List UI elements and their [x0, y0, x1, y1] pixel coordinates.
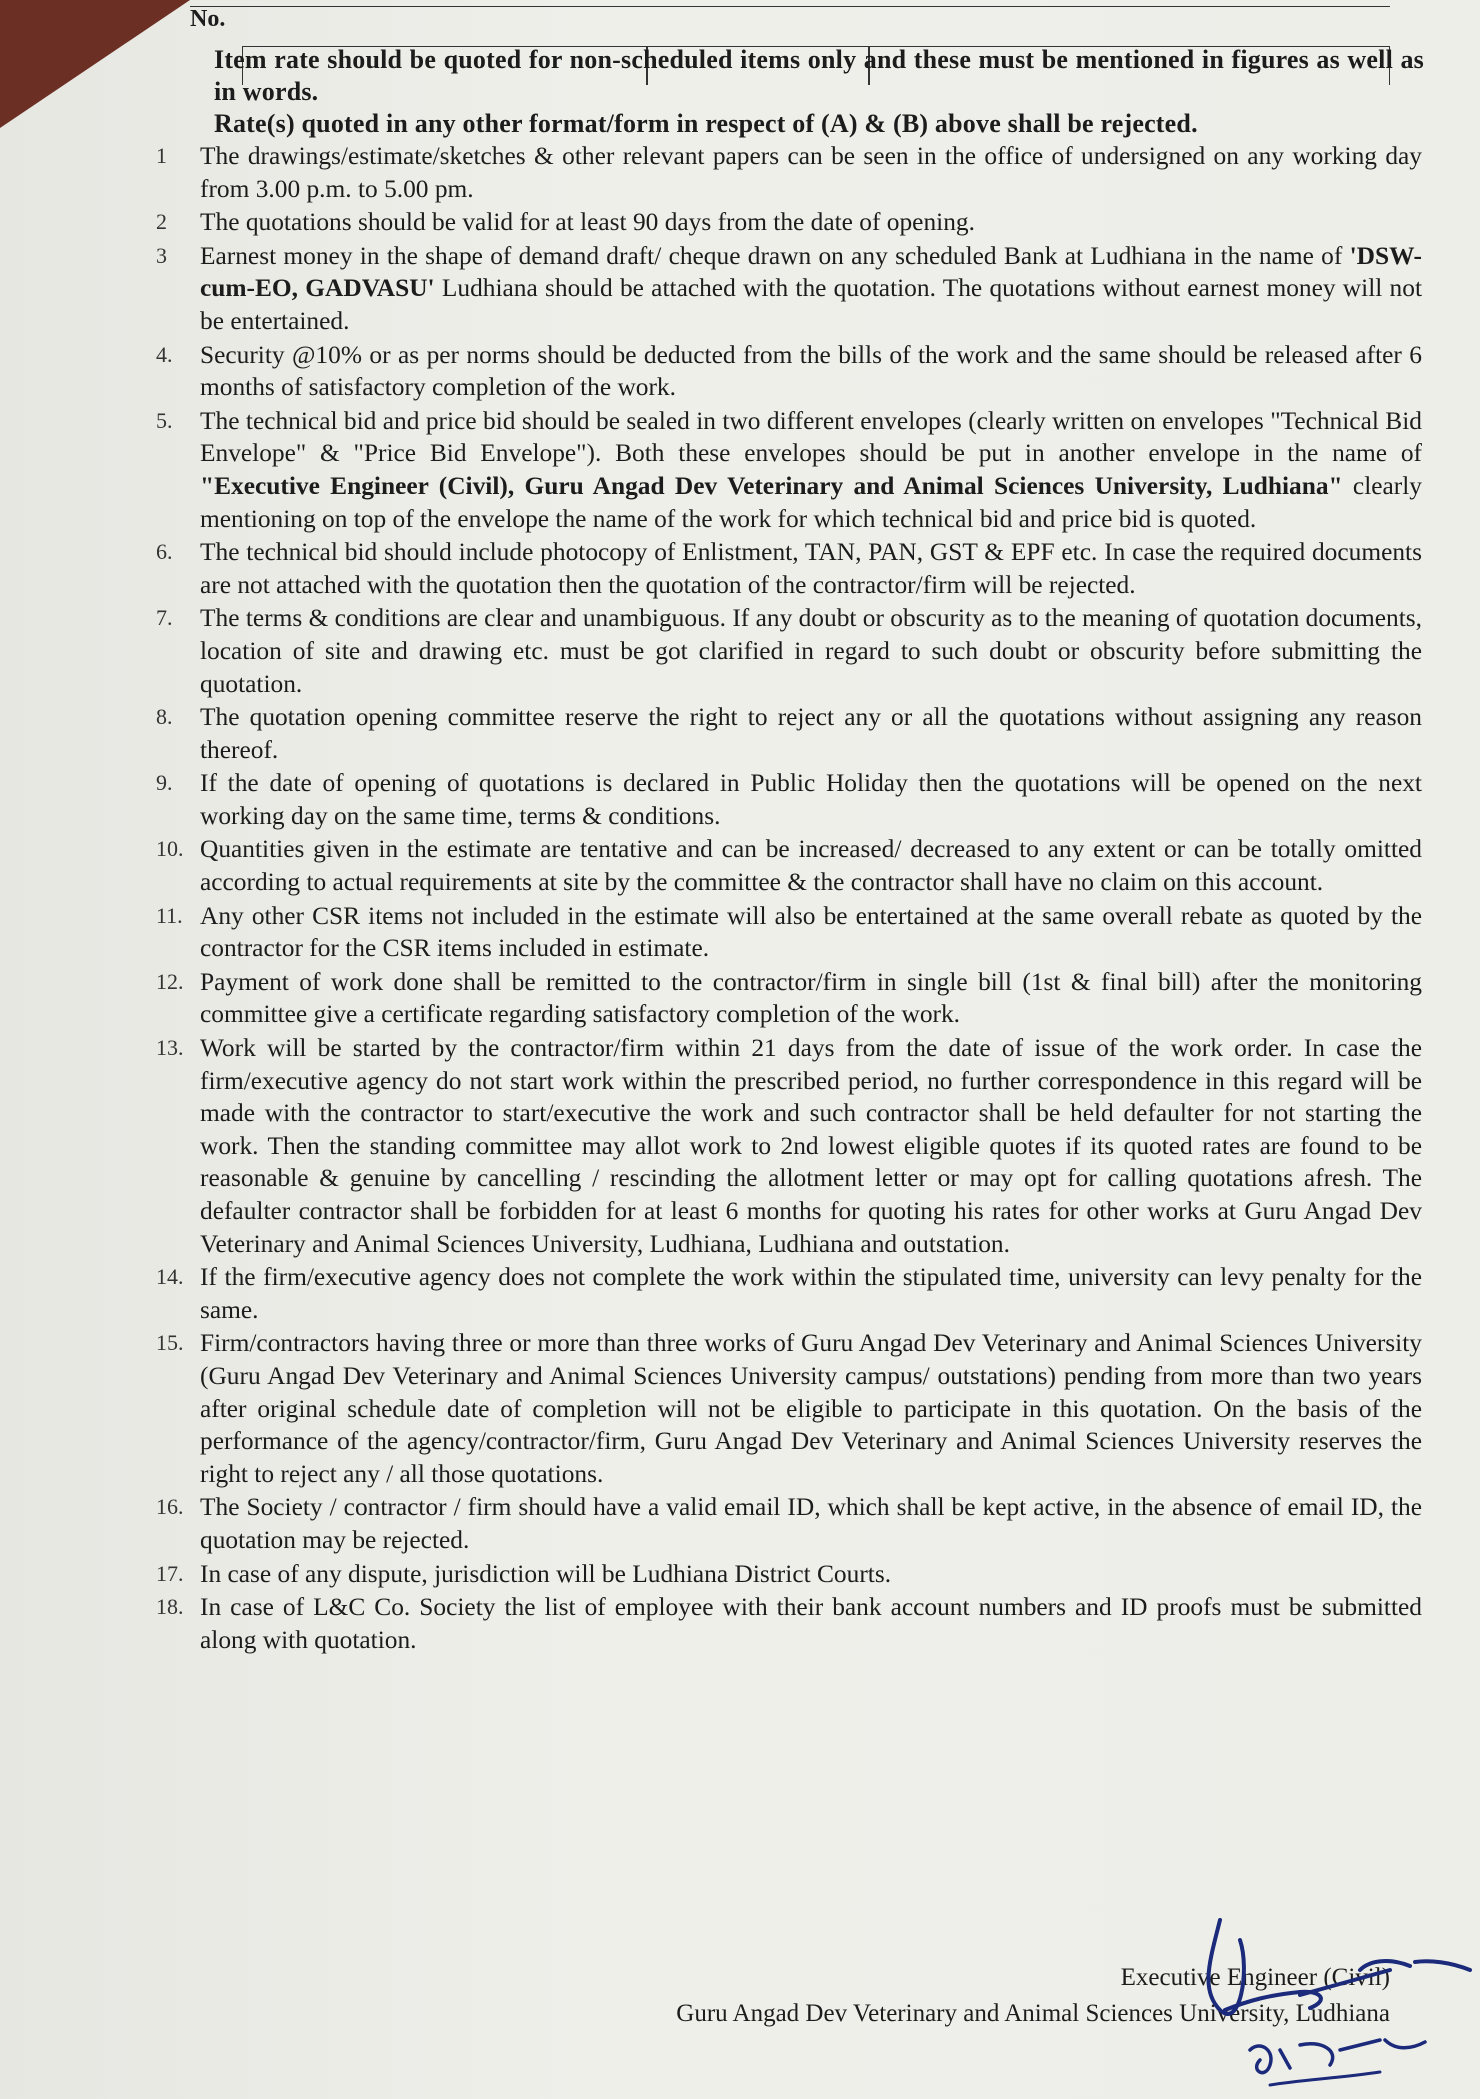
term-text: Payment of work done shall be remitted to the contractor/firm in single bill (1st & final bill) after the monitoring committee give a certificate regarding satisfactory completion of the work. [200, 967, 1422, 1029]
term-item [150, 536, 1422, 601]
term-number: 14. [156, 1264, 184, 1290]
term-number: 2 [156, 209, 167, 235]
rate-instructions [214, 44, 1424, 140]
term-item [150, 1591, 1422, 1656]
term-text-part: The technical bid and price bid should be sealed in two different envelopes (clearly written on envelopes "Technical Bid Envelope" & "Price Bid Envelope"). Both these envelopes should be put in another envelope in the name of [200, 406, 1422, 468]
term-number: 12. [156, 968, 184, 994]
term-number: 5. [156, 407, 173, 433]
term-text: Work will be started by the contractor/firm within 21 days from the date of issue of the work order. In case the firm/executive agency do not start work within the prescribed period, no further correspondence in this regard will be made with the contractor to start/executive the work and such contractor shall be held defaulter for not starting the work. Then the standing committee may allot work to 2nd lowest eligible quotes if its quoted rates are found to be reasonable & genuine by cancelling / rescinding the allotment letter or may opt for calling quotations afresh. The defaulter contractor shall be forbidden for at least 6 months for quoting his rates for other works at Guru Angad Dev Veterinary and Animal Sciences University, Ludhiana, Ludhiana and outstation. [200, 1034, 1422, 1258]
term-text-part: Ludhiana should be attached with the quotation. The quotations without earnest money will not be entertained. [200, 274, 1423, 335]
term-text-part: Earnest money in the shape of demand draft/ cheque drawn on any scheduled Bank at Ludhiana in the name of [200, 241, 1350, 270]
signatory-organization: Guru Angad Dev Veterinary and Animal Sciences University, Ludhiana [676, 2000, 1390, 2027]
signatory-designation: Executive Engineer (Civil) [1120, 1964, 1390, 1991]
term-item [150, 405, 1422, 535]
term-text: Firm/contractors having three or more than three works of Guru Angad Dev Veterinary and Animal Sciences University (Guru Angad Dev Veterinary and Animal Sciences University campus/ outstations) pending from more than two years after original schedule date of completion will not be eligible to participate in this quotation. On the basis of the performance of the agency/contractor/firm, Guru Angad Dev Veterinary and Animal Sciences University reserves the right to reject any / all those quotations. [200, 1329, 1422, 1488]
table-top-line [190, 6, 1390, 7]
term-number: 4. [156, 341, 173, 367]
term-item [150, 701, 1422, 766]
term-text: The quotation opening committee reserve the right to reject any or all the quotations without assigning any reason thereof. [200, 703, 1422, 764]
term-item [150, 1491, 1422, 1556]
term-item [150, 339, 1422, 404]
term-text: The drawings/estimate/sketches & other relevant papers can be seen in the office of undersigned on any working day from 3.00 p.m. to 5.00 pm. [200, 142, 1422, 203]
term-item [150, 767, 1422, 832]
term-item [150, 1261, 1422, 1326]
term-item [150, 1032, 1422, 1260]
rate-instruction-line: Item rate should be quoted for non-scheduled items only and these must be mentioned in figures as well as in words. [214, 45, 1424, 106]
term-text-bold: 'DSW-cum-EO, GADVASU' [200, 241, 1422, 303]
term-number: 18. [156, 1594, 184, 1620]
terms-list [150, 140, 1422, 1657]
term-text-part: clearly mentioning on top of the envelope the name of the work for which technical bid and price bid is quoted. [200, 471, 1422, 533]
term-text: The quotations should be valid for at least 90 days from the date of opening. [200, 208, 975, 237]
term-text: In case of any dispute, jurisdiction will be Ludhiana District Courts. [200, 1559, 892, 1588]
term-number: 15. [156, 1330, 184, 1356]
term-item [150, 1327, 1422, 1490]
term-item [150, 833, 1422, 898]
term-item [150, 206, 1422, 239]
term-number: 10. [156, 836, 184, 862]
term-number: 3 [156, 242, 167, 268]
term-text [200, 240, 1422, 338]
term-number: 16. [156, 1494, 184, 1520]
term-text: The technical bid should include photocopy of Enlistment, TAN, PAN, GST & EPF etc. In case the required documents are not attached with the quotation then the quotation of the contractor/firm will be rejected. [200, 538, 1422, 599]
term-number: 17. [156, 1560, 184, 1586]
term-text: Any other CSR items not included in the estimate will also be entertained at the same overall rebate as quoted by the contractor for the CSR items included in estimate. [200, 901, 1422, 963]
term-item [150, 240, 1422, 338]
term-item [150, 602, 1422, 700]
term-number: 11. [156, 902, 183, 928]
rate-rejection-line: Rate(s) quoted in any other format/form in respect of (A) & (B) above shall be rejected. [214, 109, 1198, 138]
term-item [150, 900, 1422, 965]
term-item [150, 966, 1422, 1031]
term-text: In case of L&C Co. Society the list of employee with their bank account numbers and ID proofs must be submitted along with quotation. [200, 1593, 1422, 1654]
term-text: Security @10% or as per norms should be deducted from the bills of the work and the same should be released after 6 months of satisfactory completion of the work. [200, 340, 1422, 402]
term-text: The terms & conditions are clear and unambiguous. If any doubt or obscurity as to the meaning of quotation documents, location of site and drawing etc. must be got clarified in regard to such doubt or obscurity before submitting the quotation. [200, 604, 1422, 698]
term-number: 7. [156, 605, 173, 631]
term-text: Quantities given in the estimate are tentative and can be increased/ decreased to any extent or can be totally omitted according to actual requirements at site by the committee & the contractor shall have no claim on this account. [200, 835, 1422, 897]
term-text: If the date of opening of quotations is declared in Public Holiday then the quotations will be opened on the next working day on the same time, terms & conditions. [200, 769, 1422, 830]
term-number: 1 [156, 143, 167, 168]
term-text [200, 405, 1422, 535]
term-number: 13. [156, 1035, 184, 1061]
term-number: 6. [156, 539, 173, 565]
term-item [150, 140, 1422, 205]
term-text-bold: "Executive Engineer (Civil), Guru Angad Dev Veterinary and Animal Sciences University, Ludhiana" [200, 471, 1343, 500]
handwritten-signature [1180, 1900, 1480, 2099]
term-item [150, 1558, 1422, 1591]
term-number: 8. [156, 704, 173, 730]
serial-number-label: No. [190, 6, 226, 32]
term-text: If the firm/executive agency does not complete the work within the stipulated time, university can levy penalty for the same. [200, 1263, 1422, 1324]
page-corner-shadow [0, 0, 190, 128]
term-number: 9. [156, 770, 173, 796]
term-text: The Society / contractor / firm should have a valid email ID, which shall be kept active, in the absence of email ID, the quotation may be rejected. [200, 1493, 1422, 1554]
